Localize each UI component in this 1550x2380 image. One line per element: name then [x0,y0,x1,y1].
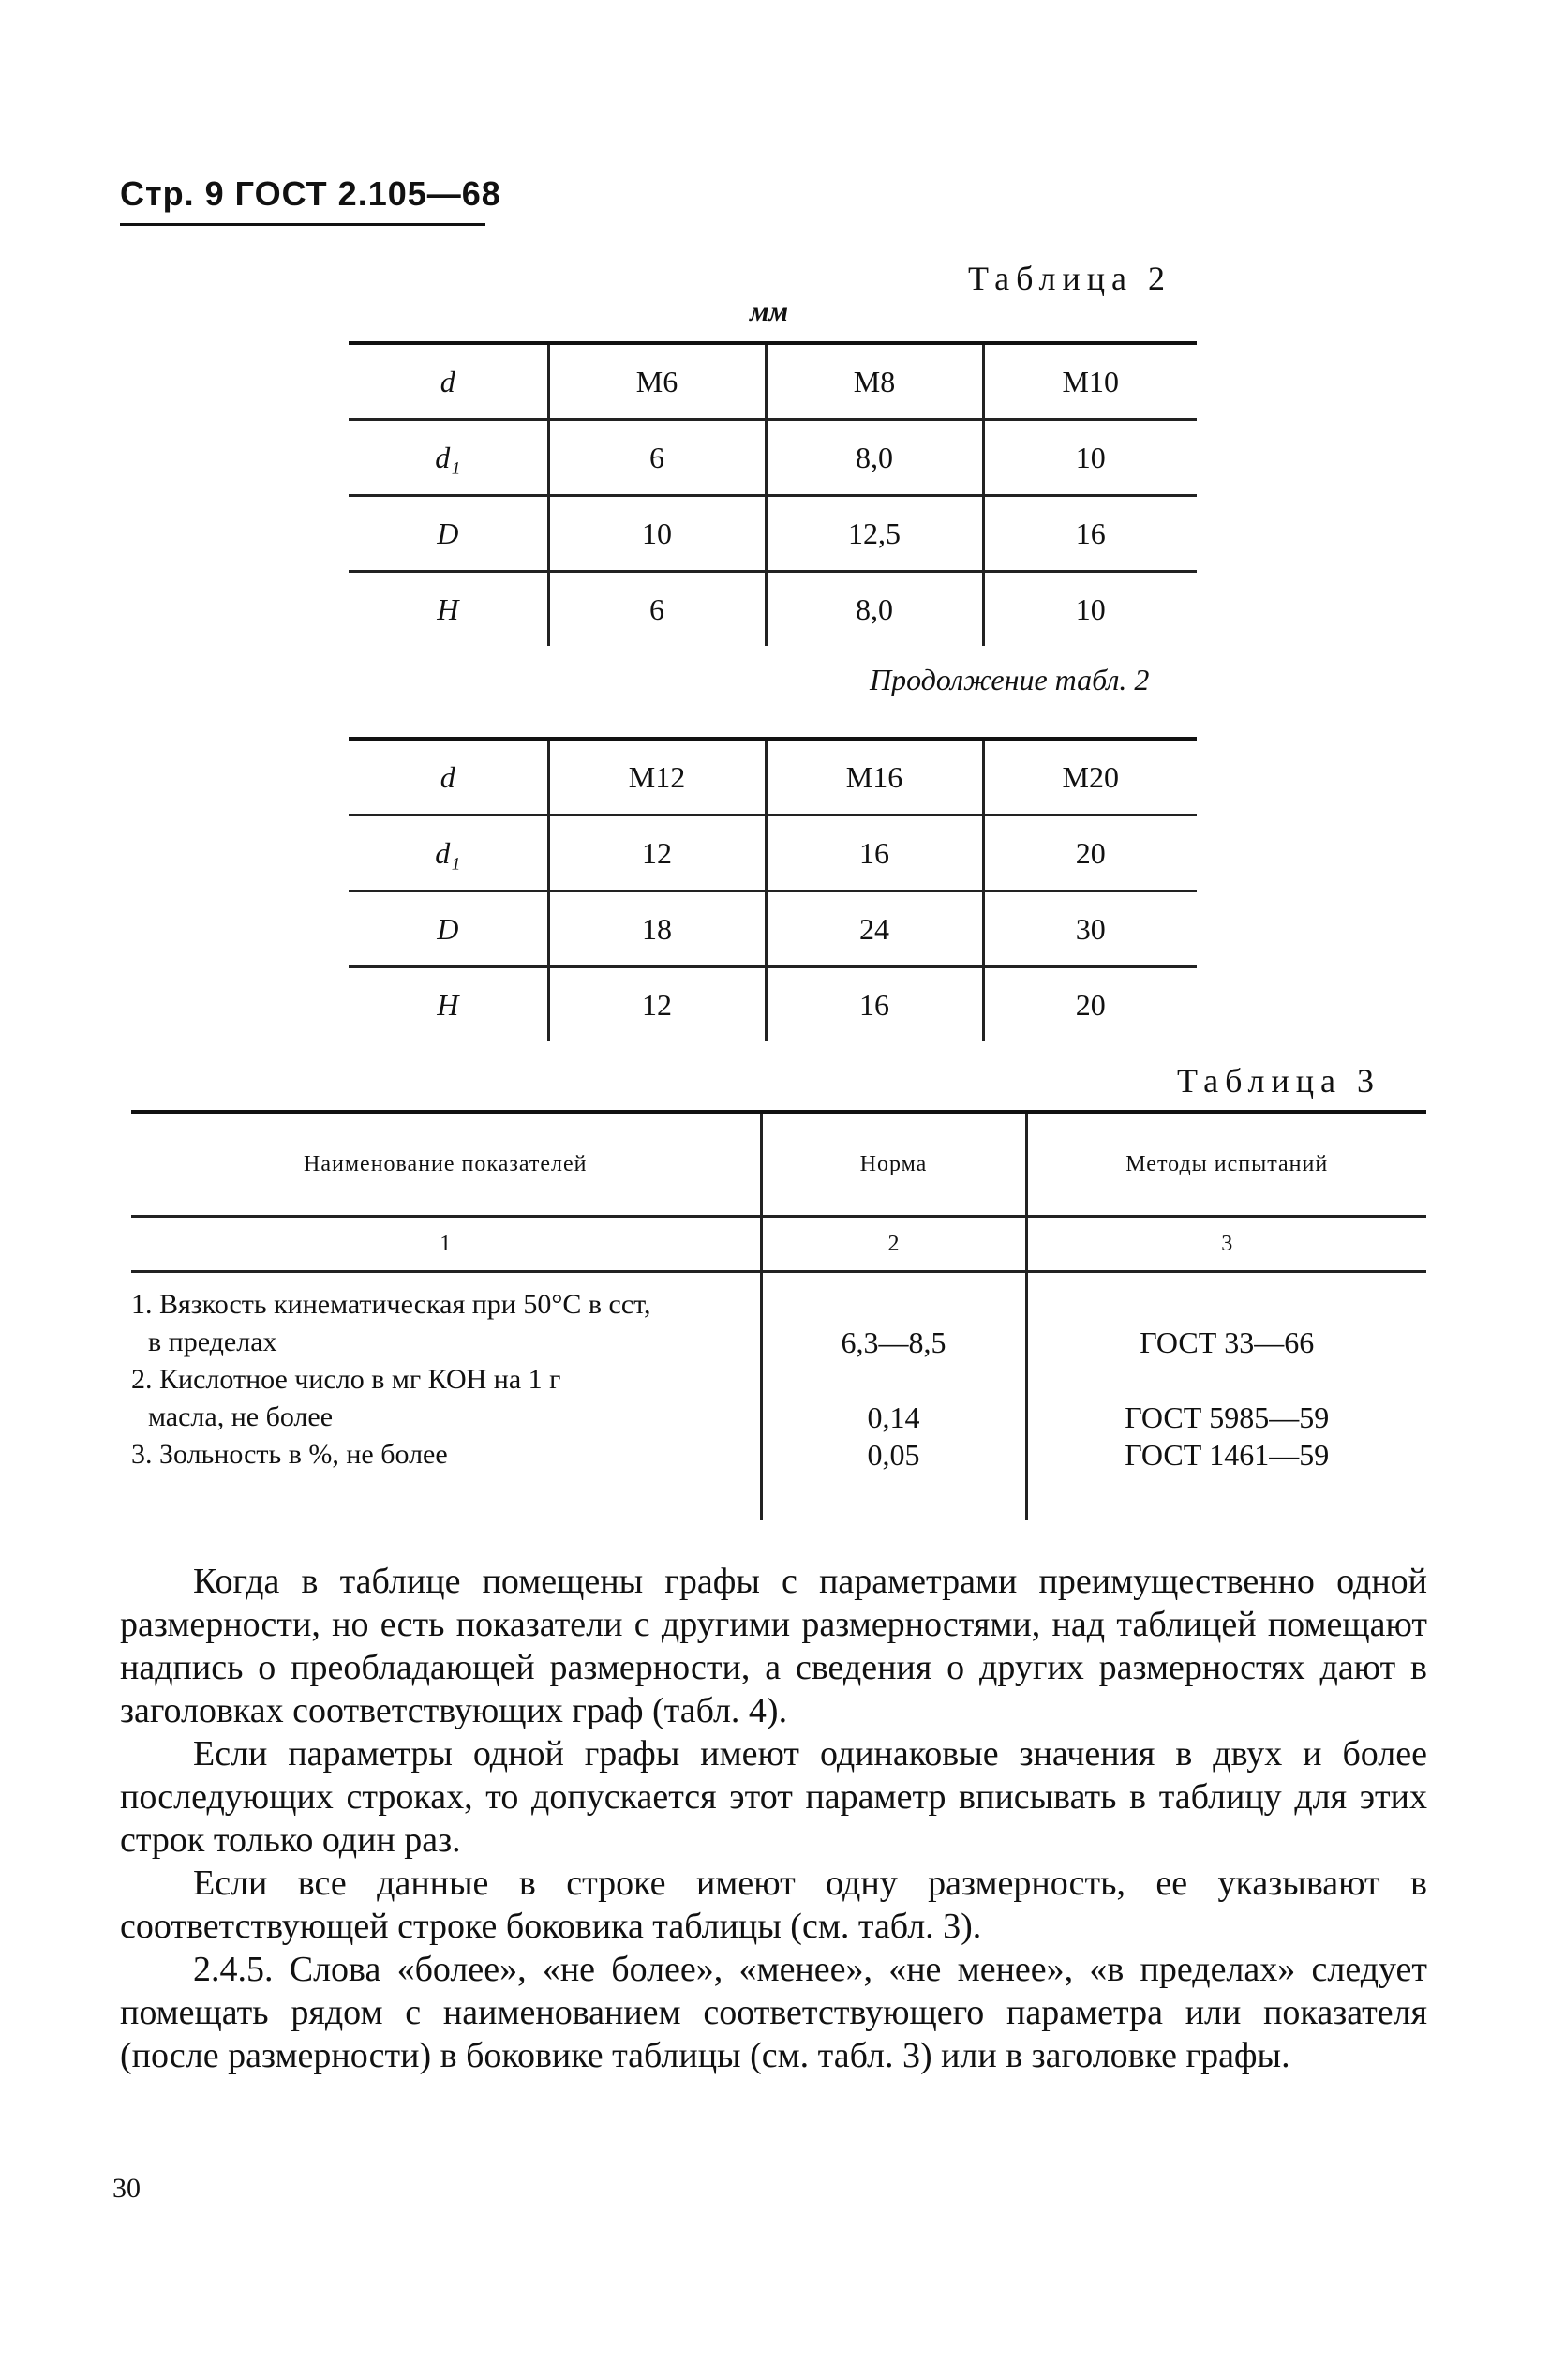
table2-cont-header-cell: M12 [548,739,766,816]
norm-value: 0,05 [867,1438,920,1472]
table3-names-column [131,1272,761,1521]
indicator-name: в пределах [148,1326,277,1357]
table-cell: 30 [983,891,1197,967]
row-label: H [437,591,459,626]
table-cell: 6 [548,420,766,496]
row-label: D [437,911,459,946]
table3-column-number: 3 [1026,1217,1426,1272]
table-cell: 10 [983,572,1197,647]
method-value: ГОСТ 1461—59 [1125,1438,1330,1472]
table2-caption: Таблица 2 [968,260,1171,297]
table-row [349,420,1197,496]
method-value: ГОСТ 33—66 [1140,1325,1315,1359]
row-label: d₁ [435,440,461,474]
page-header: Стр. 9 ГОСТ 2.105—68 [120,174,501,213]
table3-header-cell: Норма [761,1112,1026,1217]
method-value: ГОСТ 5985—59 [1125,1400,1330,1434]
row-label: D [437,516,459,550]
norm-value: 0,14 [867,1400,920,1434]
table2-header-cell: d [440,364,455,398]
table-row [349,891,1197,967]
indicator-name: 3. Зольность в %, не более [131,1439,448,1470]
table3-column-number: 1 [131,1217,761,1272]
table2-unit: мм [750,296,789,327]
table-cell: 12,5 [766,496,983,572]
table2-cont-header-row [349,739,1197,816]
header-rule [120,223,485,226]
paragraph: Если параметры одной графы имеют одинаковые значения в двух и более последующих строках, то допускается этот параметр вписывать в таблицу для этих строк только один раз. [120,1734,1427,1860]
indicator-name: 2. Кислотное число в мг КОН на 1 г [131,1364,561,1395]
paragraph: 2.4.5. Слова «более», «не более», «менее», «не менее», «в пределах» следует помещать рядом с наименованием соответствующего параметра или показателя (после размерности) в боковике таблицы (см. табл. 3) или в заголовке графы. [120,1950,1427,2075]
table-cell: 16 [983,496,1197,572]
table-cell: 16 [766,816,983,891]
table-cell: 8,0 [766,572,983,647]
table2-continuation [349,737,1197,1041]
table-cell: 12 [548,816,766,891]
indicator-name: масла, не более [148,1401,334,1432]
table3 [131,1110,1426,1520]
table3-caption: Таблица 3 [1177,1062,1380,1100]
table-cell: 20 [983,816,1197,891]
table-cell: 16 [766,967,983,1042]
indicator-name: 1. Вязкость кинематическая при 50°С в сст, [131,1289,651,1320]
table-cell: 24 [766,891,983,967]
table3-header-cell: Наименование показателей [131,1112,761,1217]
body-text [120,1560,1427,2077]
table2-header-row [349,343,1197,420]
table-cell: 20 [983,967,1197,1042]
table-cell: 10 [548,496,766,572]
table-row [349,496,1197,572]
table2-header-cell: M10 [983,343,1197,420]
table3-method-column [1026,1272,1426,1521]
table-cell: 6 [548,572,766,647]
table3-body-row [131,1272,1426,1521]
paragraph: Если все данные в строке имеют одну размерность, ее указывают в соответствующей строке боковика таблицы (см. табл. 3). [120,1864,1427,1946]
row-label: d₁ [435,835,461,870]
table-row [349,816,1197,891]
table2-header-cell: M8 [766,343,983,420]
table2-cont-header-cell: M16 [766,739,983,816]
table3-column-number: 2 [761,1217,1026,1272]
table3-header-row [131,1112,1426,1217]
table2-cont-header-cell: d [440,759,455,794]
table2 [349,341,1197,646]
page-number: 30 [112,2173,141,2204]
table3-header-cell: Методы испытаний [1026,1112,1426,1217]
table3-number-row [131,1217,1426,1272]
table-cell: 8,0 [766,420,983,496]
table-row [349,967,1197,1042]
table-cell: 10 [983,420,1197,496]
row-label: H [437,987,459,1022]
norm-value: 6,3—8,5 [841,1325,946,1359]
paragraph: Когда в таблице помещены графы с параметрами преимущественно одной размерности, но есть показатели с другими размерностями, над таблицей помещают надпись о преобладающей размерности, а сведения о других размерностях дают в заголовках соответствующих граф (табл. 4). [120,1562,1427,1730]
table2-cont-header-cell: M20 [983,739,1197,816]
table-row [349,572,1197,647]
table-cell: 18 [548,891,766,967]
table2-header-cell: M6 [548,343,766,420]
table3-norm-column [761,1272,1026,1521]
table-cell: 12 [548,967,766,1042]
table2-continuation-caption: Продолжение табл. 2 [870,663,1150,696]
